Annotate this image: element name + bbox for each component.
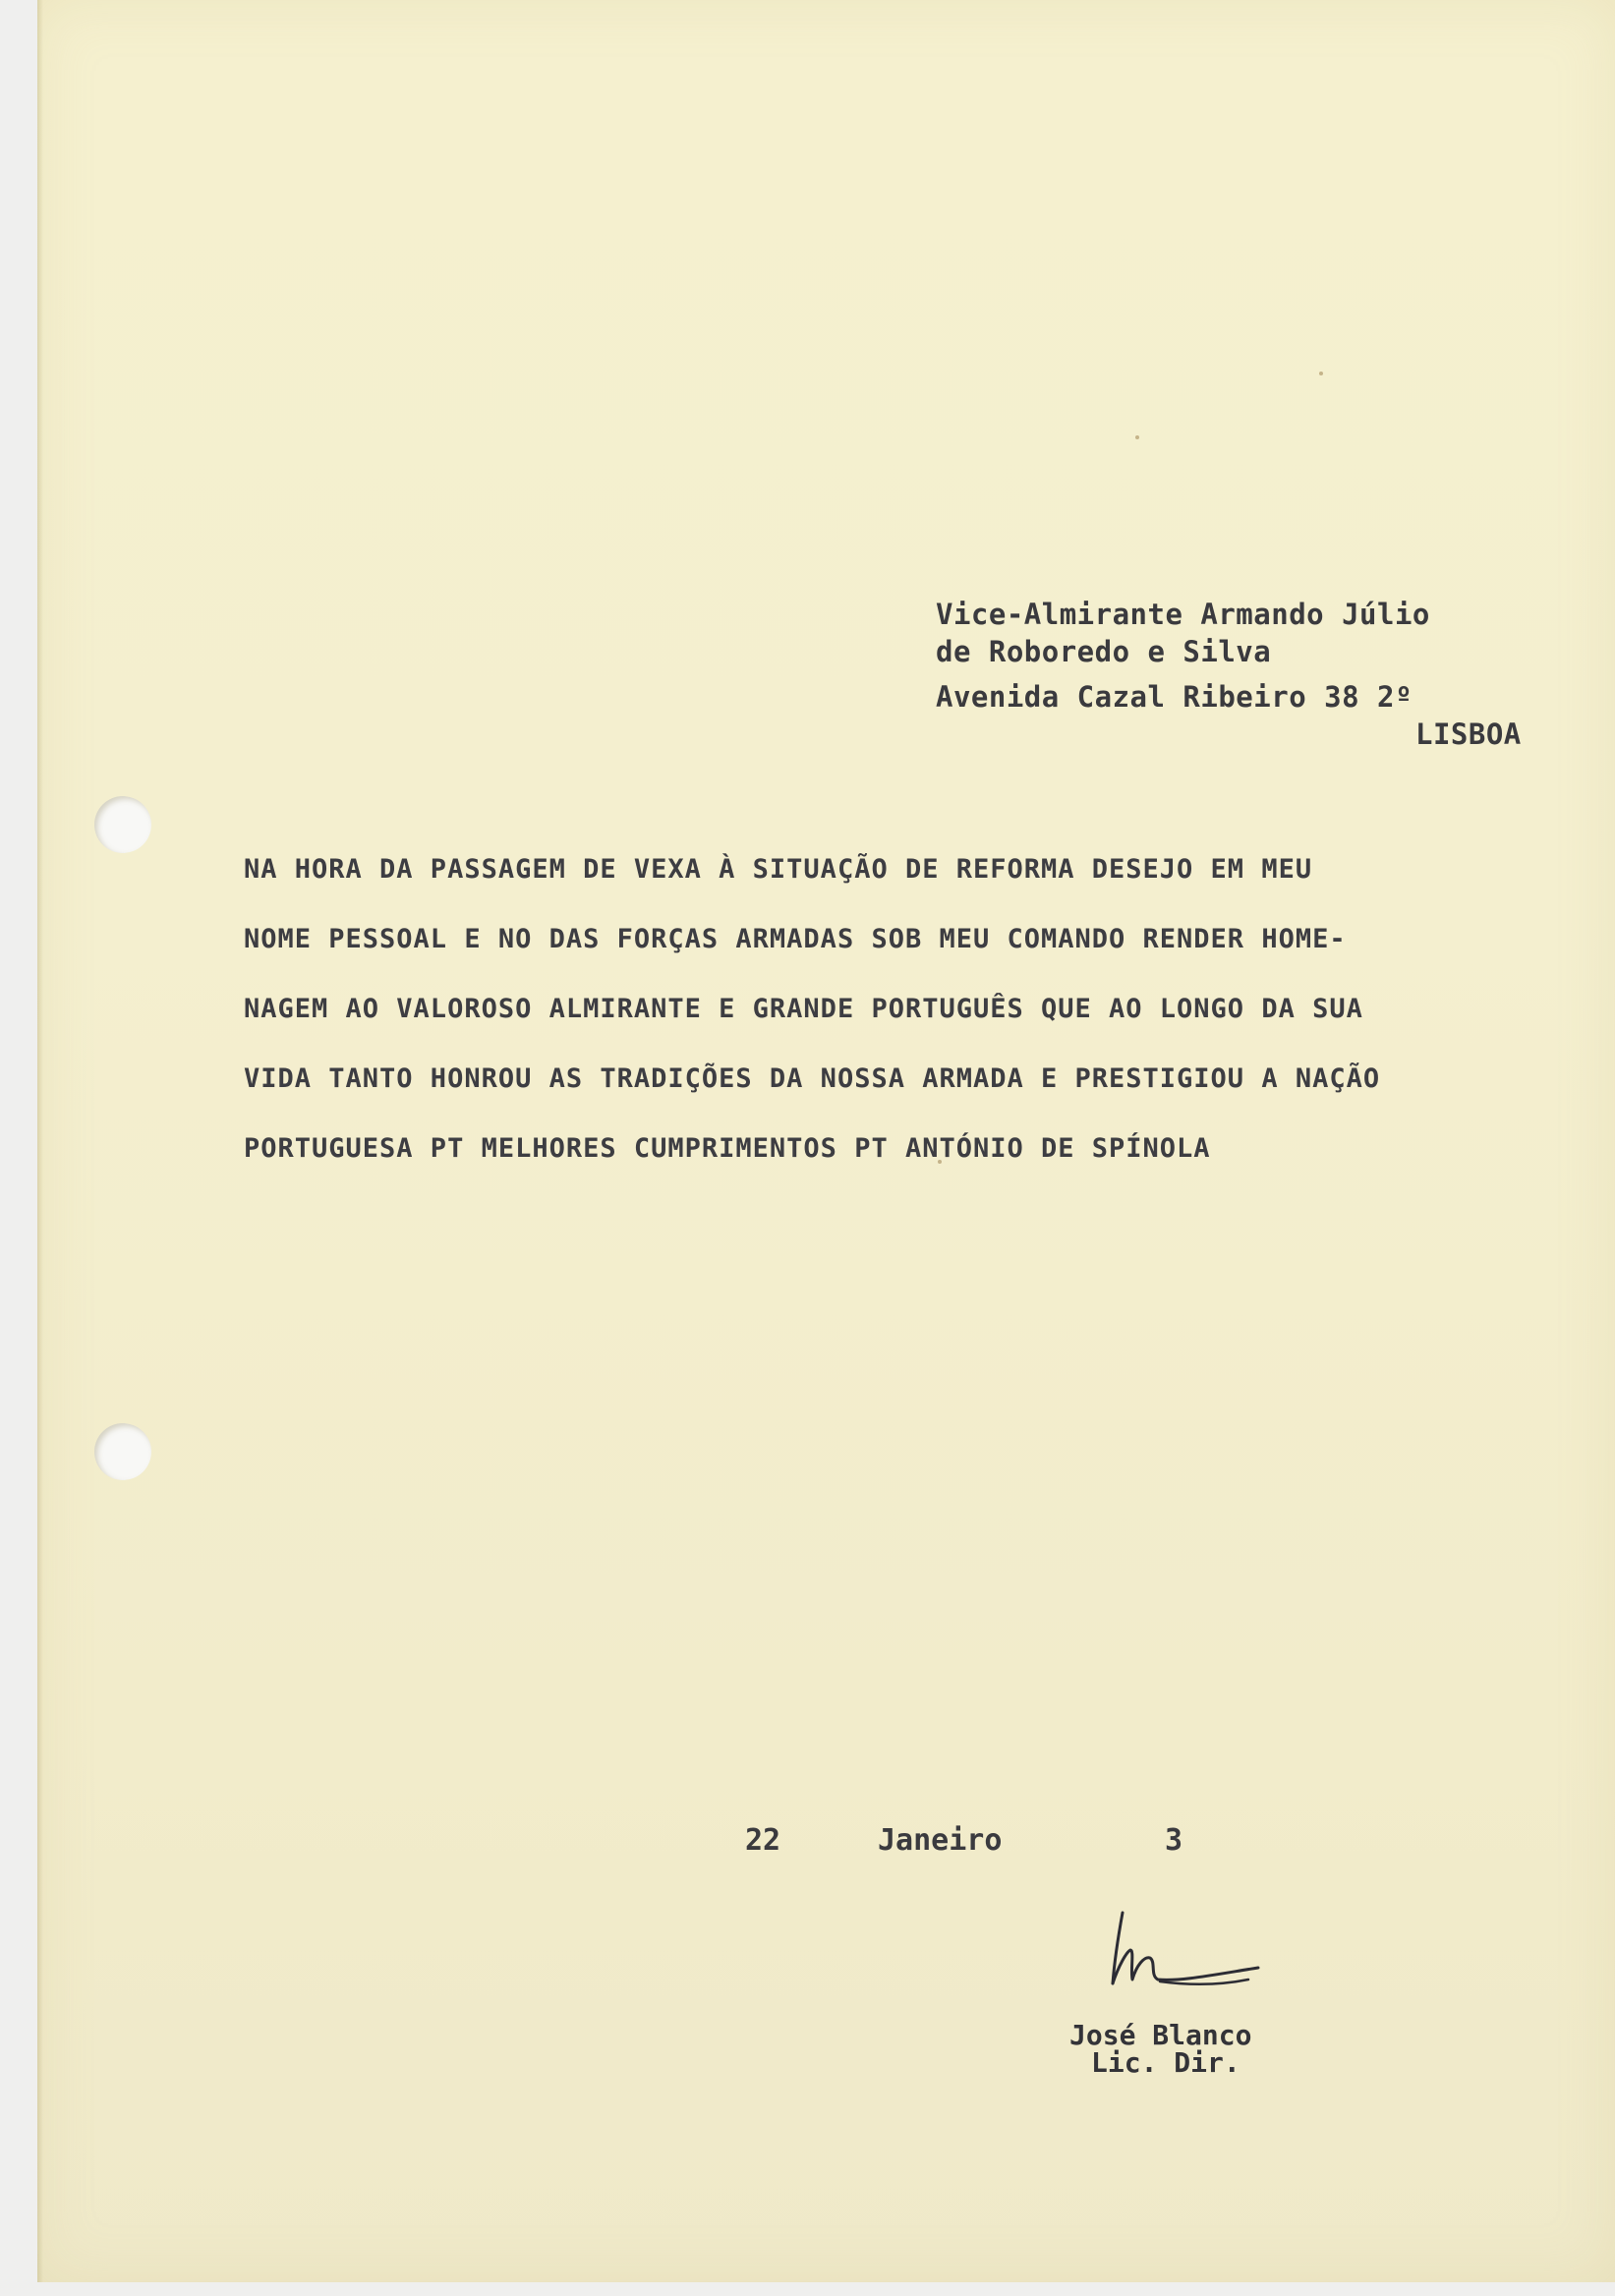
date-month: Janeiro [878,1823,1003,1858]
recipient-city: LISBOA [1415,718,1522,751]
date-day: 22 [745,1823,781,1858]
paper-edge-shadow [37,0,43,2282]
date-year: 3 [1165,1823,1183,1858]
message-line: NOME PESSOAL E NO DAS FORÇAS ARMADAS SOB MEU COMANDO RENDER HOME- [244,924,1347,954]
handwritten-signature [1101,1907,1278,1995]
telegram-message [244,850,1541,1199]
punch-hole-bottom [94,1423,151,1480]
message-line: NA HORA DA PASSAGEM DE VEXA À SITUAÇÃO DE REFORMA DESEJO EM MEU [244,854,1313,885]
paper-speck [1319,372,1323,375]
message-line: PORTUGUESA PT MELHORES CUMPRIMENTOS PT ANTÓNIO DE SPÍNOLA [244,1133,1211,1164]
recipient-street: Avenida Cazal Ribeiro 38 2º [936,680,1413,714]
recipient-surname: de Roboredo e Silva [936,635,1272,668]
signer-name: José Blanco [1069,2019,1252,2051]
punch-hole-top [94,796,151,853]
recipient-name: Vice-Almirante Armando Júlio [936,598,1430,631]
message-line: VIDA TANTO HONROU AS TRADIÇÕES DA NOSSA ARMADA E PRESTIGIOU A NAÇÃO [244,1063,1381,1094]
signer-title: Lic. Dir. [1091,2046,1240,2079]
message-line: NAGEM AO VALOROSO ALMIRANTE E GRANDE PORTUGUÊS QUE AO LONGO DA SUA [244,994,1363,1024]
paper-speck [1135,435,1139,439]
